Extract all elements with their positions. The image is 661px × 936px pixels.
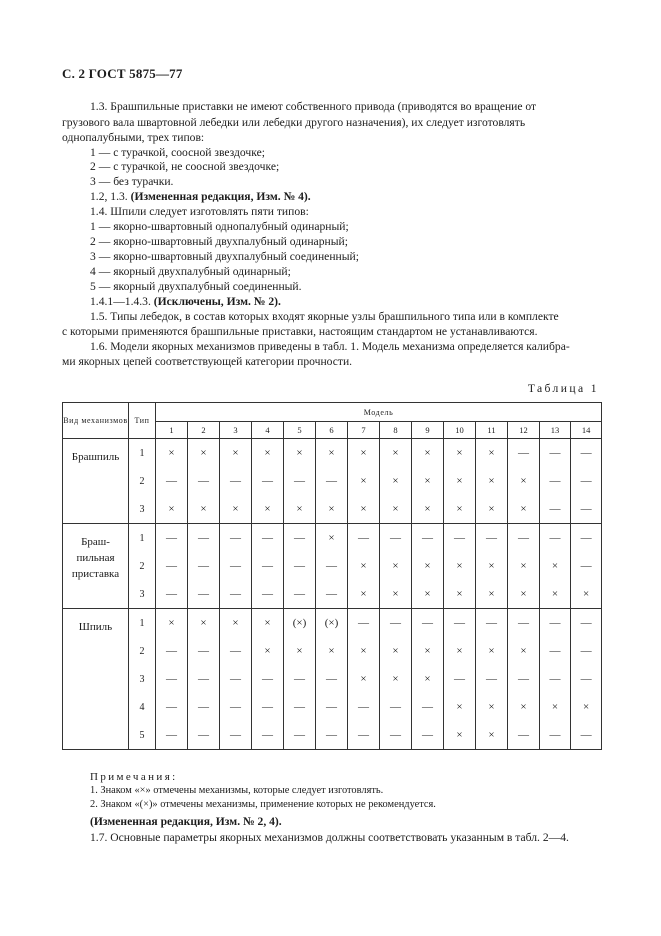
model-number-header: 12 bbox=[508, 422, 540, 439]
model-mark-cell: — bbox=[412, 524, 444, 553]
model-mark-cell: × bbox=[156, 609, 188, 638]
paragraph-line: 1.6. Модели якорных механизмов приведены в табл. 1. Модель механизма определяется калибра- bbox=[90, 340, 570, 353]
model-mark-cell: × bbox=[571, 693, 602, 721]
revision-bold: (Измененная редакция, Изм. № 4). bbox=[130, 190, 311, 203]
model-number-header: 11 bbox=[476, 422, 508, 439]
model-mark-cell: × bbox=[476, 439, 508, 468]
model-mark-cell: — bbox=[571, 467, 602, 495]
model-mark-cell: × bbox=[476, 693, 508, 721]
models-table bbox=[62, 402, 602, 750]
model-mark-cell: — bbox=[348, 609, 380, 638]
type-cell: 3 bbox=[129, 495, 156, 524]
model-mark-cell: × bbox=[380, 580, 412, 609]
model-mark-cell: × bbox=[412, 637, 444, 665]
model-mark-cell: — bbox=[540, 637, 571, 665]
model-mark-cell: — bbox=[380, 524, 412, 553]
type-cell: 2 bbox=[129, 637, 156, 665]
type-cell: 1 bbox=[129, 524, 156, 553]
model-mark-cell: — bbox=[252, 552, 284, 580]
model-mark-cell: — bbox=[188, 637, 220, 665]
type-cell: 3 bbox=[129, 580, 156, 609]
column-header-model: Модель bbox=[156, 403, 602, 422]
model-mark-cell: × bbox=[316, 495, 348, 524]
paragraph-line: 2 — якорно-швартовный двухпалубный одинарный; bbox=[90, 235, 348, 248]
model-mark-cell: × bbox=[188, 609, 220, 638]
page-header: С. 2 ГОСТ 5875—77 bbox=[62, 66, 183, 81]
model-mark-cell: — bbox=[156, 467, 188, 495]
model-mark-cell: — bbox=[316, 467, 348, 495]
model-mark-cell: × bbox=[348, 665, 380, 693]
model-mark-cell: — bbox=[156, 721, 188, 750]
model-mark-cell: — bbox=[444, 524, 476, 553]
model-mark-cell: × bbox=[444, 693, 476, 721]
paragraph-line: грузового вала швартовной лебедки или лебедки другого назначения), их следует изготовлять bbox=[62, 116, 526, 129]
model-mark-cell: — bbox=[508, 609, 540, 638]
model-mark-cell: × bbox=[476, 495, 508, 524]
paragraph-line: 4 — якорный двухпалубный одинарный; bbox=[90, 265, 291, 278]
model-mark-cell: — bbox=[284, 665, 316, 693]
model-mark-cell: — bbox=[571, 439, 602, 468]
model-mark-cell: — bbox=[412, 721, 444, 750]
exclusion-ref: 1.4.1—1.4.3. bbox=[90, 295, 154, 308]
model-mark-cell: × bbox=[444, 637, 476, 665]
table-caption: Таблица 1 bbox=[527, 382, 599, 395]
type-cell: 5 bbox=[129, 721, 156, 750]
model-mark-cell: — bbox=[220, 693, 252, 721]
mechanism-kind-cell: Браш-пильная приставка bbox=[63, 524, 129, 609]
model-mark-cell: × bbox=[380, 495, 412, 524]
model-mark-cell: — bbox=[156, 552, 188, 580]
revision-line bbox=[90, 190, 311, 204]
model-number-header: 8 bbox=[380, 422, 412, 439]
table-row bbox=[63, 552, 602, 580]
model-mark-cell: — bbox=[508, 524, 540, 553]
model-mark-cell: × bbox=[220, 439, 252, 468]
revision-note: (Измененная редакция, Изм. № 2, 4). bbox=[90, 815, 282, 828]
model-mark-cell: — bbox=[348, 693, 380, 721]
table-row bbox=[63, 467, 602, 495]
table-row bbox=[63, 721, 602, 750]
model-mark-cell: — bbox=[156, 524, 188, 553]
model-mark-cell: × bbox=[284, 439, 316, 468]
model-number-header: 14 bbox=[571, 422, 602, 439]
model-mark-cell: — bbox=[540, 609, 571, 638]
model-mark-cell: — bbox=[316, 552, 348, 580]
paragraph-line: 3 — якорно-швартовный двухпалубный соединенный; bbox=[90, 250, 359, 263]
model-mark-cell: — bbox=[284, 467, 316, 495]
model-mark-cell: × bbox=[188, 495, 220, 524]
model-mark-cell: — bbox=[188, 552, 220, 580]
model-mark-cell: — bbox=[380, 721, 412, 750]
model-mark-cell: × bbox=[220, 609, 252, 638]
model-mark-cell: × bbox=[508, 467, 540, 495]
model-mark-cell: × bbox=[444, 721, 476, 750]
notes-title: Примечания: bbox=[90, 771, 178, 783]
model-mark-cell: × bbox=[284, 495, 316, 524]
model-mark-cell: — bbox=[252, 665, 284, 693]
model-mark-cell: — bbox=[252, 693, 284, 721]
model-mark-cell: × bbox=[156, 439, 188, 468]
model-number-header: 3 bbox=[220, 422, 252, 439]
model-mark-cell: × bbox=[316, 524, 348, 553]
model-mark-cell: — bbox=[284, 552, 316, 580]
model-mark-cell: — bbox=[348, 721, 380, 750]
model-mark-cell: × bbox=[476, 552, 508, 580]
note-item: 1. Знаком «×» отмечены механизмы, которые следует изготовлять. bbox=[90, 785, 384, 796]
model-mark-cell: — bbox=[380, 609, 412, 638]
model-mark-cell: — bbox=[508, 721, 540, 750]
model-mark-cell: × bbox=[348, 467, 380, 495]
model-mark-cell: — bbox=[476, 665, 508, 693]
model-mark-cell: — bbox=[220, 580, 252, 609]
model-mark-cell: — bbox=[220, 637, 252, 665]
model-mark-cell: × bbox=[476, 580, 508, 609]
model-mark-cell: × bbox=[252, 439, 284, 468]
model-mark-cell: × bbox=[540, 552, 571, 580]
model-mark-cell: — bbox=[316, 721, 348, 750]
model-mark-cell: × bbox=[348, 637, 380, 665]
paragraph-line: однопалубными, трех типов: bbox=[62, 131, 205, 144]
model-mark-cell: — bbox=[571, 609, 602, 638]
paragraph-line: 5 — якорный двухпалубный соединенный. bbox=[90, 280, 302, 293]
model-mark-cell: — bbox=[571, 552, 602, 580]
model-mark-cell: × bbox=[444, 439, 476, 468]
model-mark-cell: × bbox=[476, 467, 508, 495]
model-mark-cell: — bbox=[252, 467, 284, 495]
type-cell: 1 bbox=[129, 609, 156, 638]
model-mark-cell: — bbox=[540, 467, 571, 495]
model-mark-cell: — bbox=[284, 524, 316, 553]
model-mark-cell: — bbox=[444, 665, 476, 693]
type-cell: 1 bbox=[129, 439, 156, 468]
model-mark-cell: — bbox=[156, 637, 188, 665]
model-mark-cell: — bbox=[252, 721, 284, 750]
model-mark-cell: × bbox=[476, 637, 508, 665]
model-mark-cell: — bbox=[316, 580, 348, 609]
model-number-header: 1 bbox=[156, 422, 188, 439]
model-mark-cell: × bbox=[220, 495, 252, 524]
model-mark-cell: × bbox=[188, 439, 220, 468]
model-mark-cell: × bbox=[444, 580, 476, 609]
model-mark-cell: × bbox=[348, 495, 380, 524]
model-mark-cell: — bbox=[220, 524, 252, 553]
model-mark-cell: — bbox=[188, 721, 220, 750]
table-row bbox=[63, 693, 602, 721]
model-mark-cell: × bbox=[508, 580, 540, 609]
model-mark-cell: — bbox=[188, 693, 220, 721]
model-mark-cell: × bbox=[348, 580, 380, 609]
model-mark-cell: (×) bbox=[284, 609, 316, 638]
model-mark-cell: × bbox=[508, 552, 540, 580]
model-mark-cell: — bbox=[476, 609, 508, 638]
mechanism-kind-cell: Брашпиль bbox=[63, 439, 129, 524]
model-mark-cell: — bbox=[380, 693, 412, 721]
model-mark-cell: × bbox=[316, 637, 348, 665]
exclusion-line bbox=[90, 295, 281, 309]
model-mark-cell: × bbox=[412, 439, 444, 468]
model-mark-cell: × bbox=[444, 552, 476, 580]
model-mark-cell: × bbox=[444, 495, 476, 524]
model-mark-cell: × bbox=[348, 552, 380, 580]
model-mark-cell: — bbox=[412, 609, 444, 638]
model-mark-cell: × bbox=[540, 580, 571, 609]
model-mark-cell: — bbox=[188, 580, 220, 609]
model-mark-cell: × bbox=[252, 637, 284, 665]
model-mark-cell: — bbox=[571, 495, 602, 524]
revision-ref: 1.2, 1.3. bbox=[90, 190, 131, 203]
model-mark-cell: — bbox=[540, 524, 571, 553]
model-number-header: 13 bbox=[540, 422, 571, 439]
model-mark-cell: — bbox=[252, 580, 284, 609]
table-row bbox=[63, 439, 602, 468]
model-mark-cell: × bbox=[252, 495, 284, 524]
model-mark-cell: × bbox=[571, 580, 602, 609]
type-cell: 2 bbox=[129, 552, 156, 580]
model-mark-cell: × bbox=[348, 439, 380, 468]
model-number-header: 9 bbox=[412, 422, 444, 439]
model-mark-cell: — bbox=[540, 665, 571, 693]
model-mark-cell: × bbox=[412, 552, 444, 580]
model-mark-cell: × bbox=[380, 665, 412, 693]
model-number-header: 2 bbox=[188, 422, 220, 439]
table-row bbox=[63, 495, 602, 524]
model-mark-cell: × bbox=[284, 637, 316, 665]
model-mark-cell: × bbox=[412, 580, 444, 609]
paragraph-line: ми якорных цепей соответствующей категории прочности. bbox=[62, 355, 353, 368]
model-number-header: 6 bbox=[316, 422, 348, 439]
model-mark-cell: × bbox=[252, 609, 284, 638]
model-mark-cell: — bbox=[476, 524, 508, 553]
table-row bbox=[63, 580, 602, 609]
column-header-kind: Вид механизмов bbox=[63, 403, 129, 439]
model-mark-cell: — bbox=[571, 637, 602, 665]
model-mark-cell: × bbox=[316, 439, 348, 468]
exclusion-bold: (Исключены, Изм. № 2). bbox=[153, 295, 281, 308]
model-mark-cell: — bbox=[156, 693, 188, 721]
model-number-header: 5 bbox=[284, 422, 316, 439]
model-mark-cell: — bbox=[571, 665, 602, 693]
model-mark-cell: — bbox=[220, 721, 252, 750]
paragraph-line: 1.4. Шпили следует изготовлять пяти типов: bbox=[90, 205, 309, 218]
model-mark-cell: — bbox=[571, 524, 602, 553]
type-cell: 2 bbox=[129, 467, 156, 495]
model-mark-cell: — bbox=[284, 693, 316, 721]
paragraph-line: 1.3. Брашпильные приставки не имеют собственного привода (приводятся во вращение от bbox=[90, 100, 537, 113]
model-mark-cell: — bbox=[508, 665, 540, 693]
model-mark-cell: × bbox=[508, 495, 540, 524]
model-mark-cell: × bbox=[540, 693, 571, 721]
model-mark-cell: — bbox=[252, 524, 284, 553]
model-mark-cell: — bbox=[316, 693, 348, 721]
model-mark-cell: × bbox=[380, 637, 412, 665]
model-mark-cell: — bbox=[188, 665, 220, 693]
paragraph-line: 2 — с турачкой, не соосной звездочке; bbox=[90, 160, 280, 173]
model-mark-cell: × bbox=[508, 637, 540, 665]
model-mark-cell: — bbox=[540, 495, 571, 524]
model-number-header: 7 bbox=[348, 422, 380, 439]
model-mark-cell: — bbox=[316, 665, 348, 693]
model-mark-cell: × bbox=[156, 495, 188, 524]
mechanism-kind-cell: Шпиль bbox=[63, 609, 129, 750]
table-row bbox=[63, 609, 602, 638]
paragraph-line: с которыми применяются брашпильные приставки, настоящим стандартом не устанавливаются. bbox=[62, 325, 538, 338]
model-mark-cell: × bbox=[508, 693, 540, 721]
type-cell: 3 bbox=[129, 665, 156, 693]
model-mark-cell: — bbox=[284, 580, 316, 609]
model-mark-cell: — bbox=[284, 721, 316, 750]
model-mark-cell: × bbox=[380, 439, 412, 468]
model-mark-cell: — bbox=[220, 467, 252, 495]
column-header-type: Тип bbox=[129, 403, 156, 439]
model-mark-cell: — bbox=[571, 721, 602, 750]
table-row bbox=[63, 637, 602, 665]
model-mark-cell: × bbox=[380, 552, 412, 580]
model-mark-cell: — bbox=[540, 721, 571, 750]
paragraph-line: 1 — с турачкой, соосной звездочке; bbox=[90, 146, 265, 159]
model-number-header: 10 bbox=[444, 422, 476, 439]
paragraph-line: 1.7. Основные параметры якорных механизмов должны соответствовать указанным в табл. 2—4. bbox=[90, 831, 569, 844]
model-mark-cell: × bbox=[444, 467, 476, 495]
model-mark-cell: × bbox=[380, 467, 412, 495]
model-mark-cell: — bbox=[156, 580, 188, 609]
paragraph-line: 1 — якорно-швартовный однопалубный одинарный; bbox=[90, 220, 349, 233]
model-mark-cell: — bbox=[188, 467, 220, 495]
paragraph-line: 3 — без турачки. bbox=[90, 175, 174, 188]
note-item: 2. Знаком «(×)» отмечены механизмы, применение которых не рекомендуется. bbox=[90, 799, 436, 810]
type-cell: 4 bbox=[129, 693, 156, 721]
model-mark-cell: — bbox=[156, 665, 188, 693]
paragraph-line: 1.5. Типы лебедок, в состав которых входят якорные узлы брашпильного типа или в комплекте bbox=[90, 310, 559, 323]
table-row bbox=[63, 665, 602, 693]
model-mark-cell: — bbox=[508, 439, 540, 468]
model-mark-cell: × bbox=[412, 467, 444, 495]
model-mark-cell: — bbox=[348, 524, 380, 553]
model-mark-cell: — bbox=[220, 552, 252, 580]
model-mark-cell: — bbox=[444, 609, 476, 638]
model-mark-cell: — bbox=[188, 524, 220, 553]
model-mark-cell: × bbox=[412, 665, 444, 693]
model-mark-cell: (×) bbox=[316, 609, 348, 638]
model-mark-cell: — bbox=[220, 665, 252, 693]
model-mark-cell: — bbox=[412, 693, 444, 721]
model-number-header: 4 bbox=[252, 422, 284, 439]
model-mark-cell: × bbox=[412, 495, 444, 524]
table-row bbox=[63, 524, 602, 553]
model-mark-cell: — bbox=[540, 439, 571, 468]
model-mark-cell: × bbox=[476, 721, 508, 750]
